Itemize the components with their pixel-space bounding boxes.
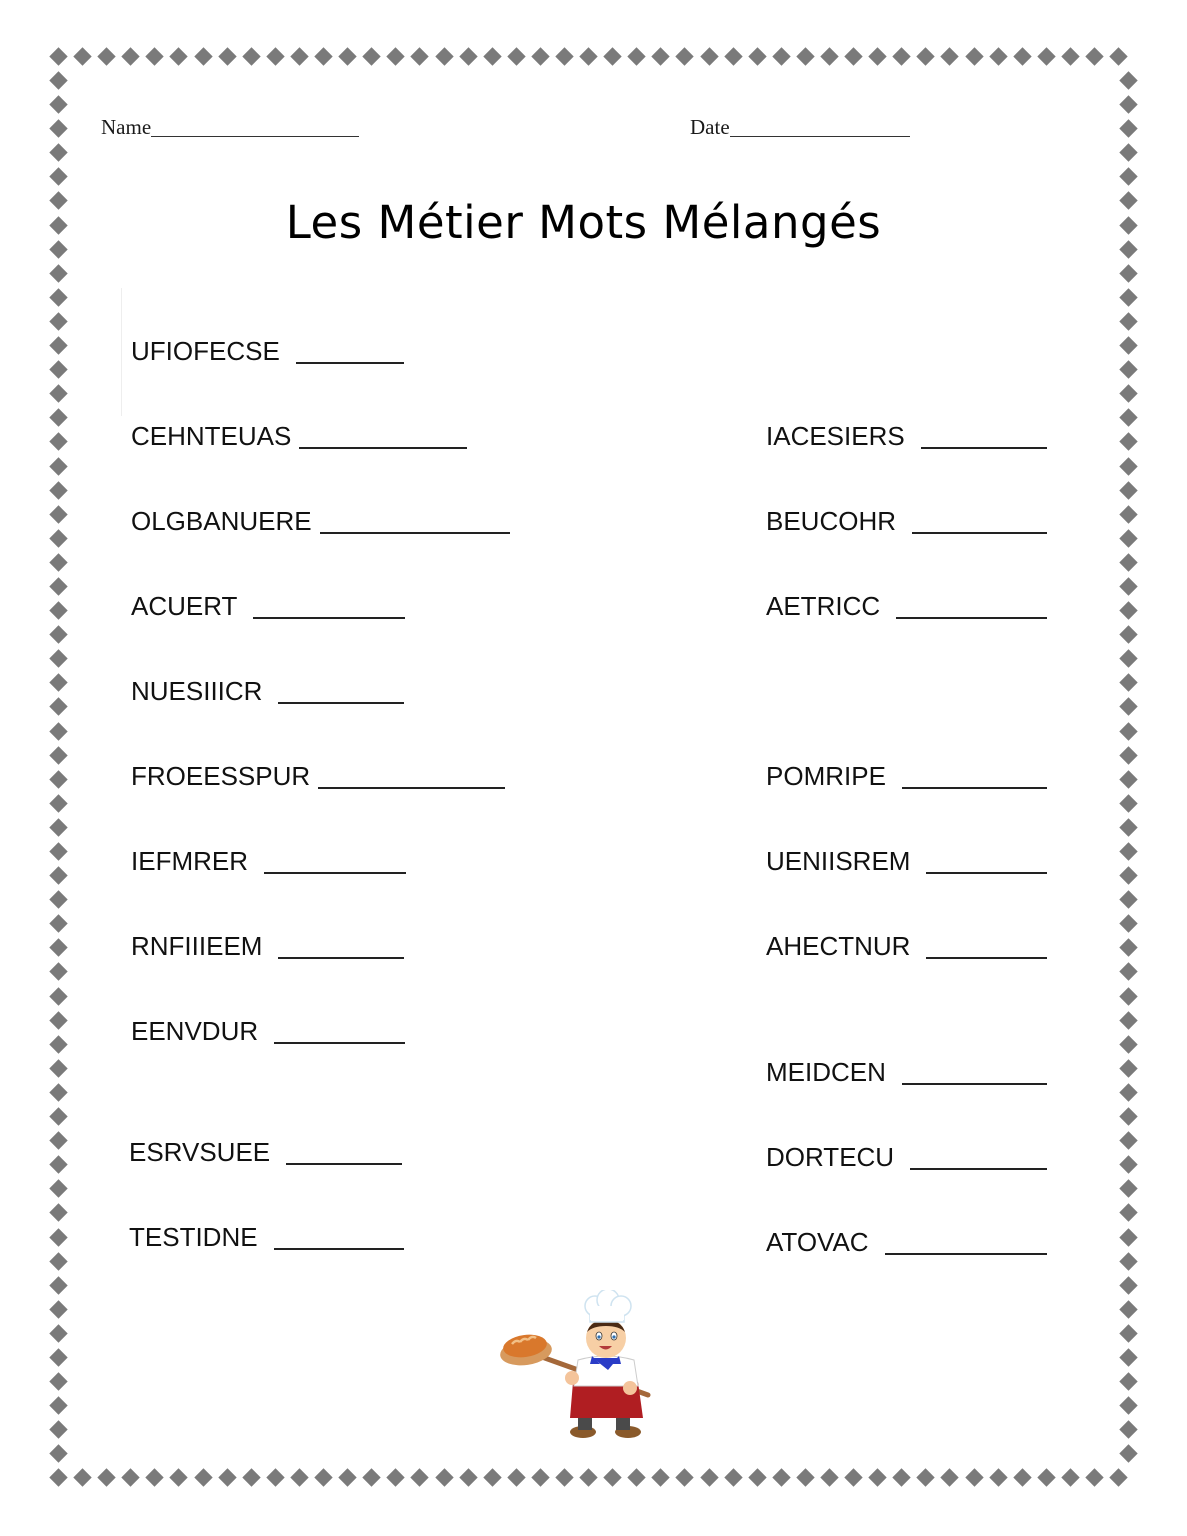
answer-blank[interactable] xyxy=(320,531,510,534)
border-diamond-icon xyxy=(49,336,67,354)
scrambled-word: TESTIDNE xyxy=(129,1222,258,1252)
border-diamond-icon xyxy=(917,47,935,65)
border-diamond-icon xyxy=(49,1156,67,1174)
border-diamond-icon xyxy=(1119,1445,1137,1463)
border-diamond-icon xyxy=(1119,1204,1137,1222)
border-diamond-icon xyxy=(97,1468,115,1486)
border-diamond-icon xyxy=(1119,650,1137,668)
border-diamond-icon xyxy=(146,1468,164,1486)
scrambled-word: IACESIERS xyxy=(766,421,905,451)
left-word-item xyxy=(131,508,510,534)
border-diamond-icon xyxy=(1037,47,1055,65)
border-diamond-icon xyxy=(49,144,67,162)
border-diamond-icon xyxy=(1119,529,1137,547)
border-diamond-icon xyxy=(49,505,67,523)
faint-divider xyxy=(121,288,122,416)
border-diamond-icon xyxy=(965,47,983,65)
border-diamond-icon xyxy=(218,47,236,65)
border-diamond-icon xyxy=(531,47,549,65)
border-diamond-icon xyxy=(49,1107,67,1125)
scrambled-word: ATOVAC xyxy=(766,1227,869,1257)
border-diamond-icon xyxy=(1119,1372,1137,1390)
baker-with-bread-peel-icon xyxy=(498,1290,668,1440)
border-diamond-icon xyxy=(1119,71,1137,89)
border-diamond-icon xyxy=(49,1011,67,1029)
border-diamond-icon xyxy=(49,1324,67,1342)
border-diamond-icon xyxy=(1119,770,1137,788)
border-diamond-icon xyxy=(49,95,67,113)
answer-blank[interactable] xyxy=(902,786,1047,789)
scrambled-word: CEHNTEUAS xyxy=(131,421,292,451)
answer-blank[interactable] xyxy=(278,956,404,959)
border-diamond-icon xyxy=(941,1468,959,1486)
border-diamond-icon xyxy=(1119,1107,1137,1125)
answer-blank[interactable] xyxy=(921,446,1047,449)
border-diamond-icon xyxy=(49,119,67,137)
border-diamond-icon xyxy=(1119,1421,1137,1439)
border-diamond-icon xyxy=(1119,963,1137,981)
left-word-item xyxy=(131,423,467,449)
border-diamond-icon xyxy=(49,722,67,740)
border-diamond-icon xyxy=(49,1228,67,1246)
border-diamond-icon xyxy=(820,47,838,65)
name-label: Name xyxy=(101,115,152,139)
border-diamond-icon xyxy=(49,915,67,933)
border-diamond-icon xyxy=(1061,1468,1079,1486)
border-diamond-icon xyxy=(579,47,597,65)
left-word-item xyxy=(131,1018,405,1044)
border-diamond-icon xyxy=(772,1468,790,1486)
border-diamond-icon xyxy=(122,47,140,65)
border-diamond-icon xyxy=(1119,409,1137,427)
border-diamond-icon xyxy=(1119,1035,1137,1053)
border-diamond-icon xyxy=(652,47,670,65)
answer-blank[interactable] xyxy=(926,956,1047,959)
border-diamond-icon xyxy=(1119,842,1137,860)
right-word-item xyxy=(766,1059,1047,1085)
border-diamond-icon xyxy=(146,47,164,65)
scrambled-word: RNFIIIEEM xyxy=(131,931,263,961)
scrambled-word: BEUCOHR xyxy=(766,506,897,536)
border-diamond-icon xyxy=(941,47,959,65)
border-diamond-icon xyxy=(49,890,67,908)
border-diamond-icon xyxy=(1119,1131,1137,1149)
border-diamond-icon xyxy=(796,47,814,65)
border-diamond-icon xyxy=(748,47,766,65)
right-word-item xyxy=(766,848,1047,874)
border-diamond-icon xyxy=(49,47,67,65)
scrambled-word: POMRIPE xyxy=(766,761,886,791)
border-diamond-icon xyxy=(49,939,67,957)
border-diamond-icon xyxy=(1119,1300,1137,1318)
border-diamond-icon xyxy=(1119,1228,1137,1246)
border-diamond-icon xyxy=(483,1468,501,1486)
border-diamond-icon xyxy=(628,47,646,65)
border-diamond-icon xyxy=(1119,915,1137,933)
border-diamond-icon xyxy=(49,650,67,668)
border-diamond-icon xyxy=(49,1421,67,1439)
answer-blank[interactable] xyxy=(912,531,1047,534)
border-diamond-icon xyxy=(411,47,429,65)
border-diamond-icon xyxy=(1119,890,1137,908)
border-diamond-icon xyxy=(49,1131,67,1149)
answer-blank[interactable] xyxy=(274,1247,404,1250)
border-diamond-icon xyxy=(459,47,477,65)
border-diamond-icon xyxy=(1119,433,1137,451)
border-diamond-icon xyxy=(1119,1180,1137,1198)
border-diamond-icon xyxy=(1119,1276,1137,1294)
border-diamond-icon xyxy=(49,987,67,1005)
border-diamond-icon xyxy=(49,288,67,306)
border-diamond-icon xyxy=(242,1468,260,1486)
border-diamond-icon xyxy=(218,1468,236,1486)
border-diamond-icon xyxy=(49,577,67,595)
border-diamond-icon xyxy=(1119,553,1137,571)
border-diamond-icon xyxy=(796,1468,814,1486)
border-diamond-icon xyxy=(49,1035,67,1053)
border-diamond-icon xyxy=(1119,818,1137,836)
border-diamond-icon xyxy=(49,625,67,643)
border-diamond-icon xyxy=(49,360,67,378)
border-diamond-icon xyxy=(290,1468,308,1486)
border-diamond-icon xyxy=(49,1180,67,1198)
border-diamond-icon xyxy=(49,264,67,282)
border-diamond-icon xyxy=(459,1468,477,1486)
right-word-item xyxy=(766,1229,1047,1255)
border-diamond-icon xyxy=(1119,1083,1137,1101)
border-diamond-icon xyxy=(49,1396,67,1414)
border-diamond-icon xyxy=(170,1468,188,1486)
scrambled-word: FROEESSPUR xyxy=(131,761,311,791)
answer-blank[interactable] xyxy=(264,871,406,874)
answer-blank[interactable] xyxy=(885,1252,1047,1255)
border-diamond-icon xyxy=(989,47,1007,65)
border-diamond-icon xyxy=(1119,505,1137,523)
right-word-item xyxy=(766,593,1047,619)
border-diamond-icon xyxy=(49,770,67,788)
border-diamond-icon xyxy=(724,1468,742,1486)
answer-blank[interactable] xyxy=(299,446,467,449)
border-diamond-icon xyxy=(507,1468,525,1486)
border-diamond-icon xyxy=(49,674,67,692)
date-label: Date xyxy=(690,115,730,139)
border-diamond-icon xyxy=(1119,1324,1137,1342)
border-diamond-icon xyxy=(49,842,67,860)
border-diamond-icon xyxy=(1085,1468,1103,1486)
border-diamond-icon xyxy=(1119,95,1137,113)
border-diamond-icon xyxy=(1037,1468,1055,1486)
border-diamond-icon xyxy=(893,1468,911,1486)
border-diamond-icon xyxy=(363,1468,381,1486)
border-diamond-icon xyxy=(49,529,67,547)
border-diamond-icon xyxy=(49,457,67,475)
border-diamond-icon xyxy=(1119,144,1137,162)
border-top xyxy=(52,50,1136,63)
scrambled-word: OLGBANUERE xyxy=(131,506,312,536)
border-diamond-icon xyxy=(1119,312,1137,330)
border-diamond-icon xyxy=(1119,987,1137,1005)
answer-blank[interactable] xyxy=(926,871,1047,874)
name-input-line[interactable] xyxy=(151,135,359,137)
border-diamond-icon xyxy=(1119,288,1137,306)
border-diamond-icon xyxy=(242,47,260,65)
border-diamond-icon xyxy=(1119,360,1137,378)
border-diamond-icon xyxy=(676,47,694,65)
left-word-item xyxy=(131,763,505,789)
left-word-item xyxy=(131,338,404,364)
border-diamond-icon xyxy=(603,1468,621,1486)
left-word-item xyxy=(131,848,406,874)
border-diamond-icon xyxy=(1119,601,1137,619)
scrambled-word: ACUERT xyxy=(131,591,238,621)
border-diamond-icon xyxy=(49,794,67,812)
scrambled-word: DORTECU xyxy=(766,1142,895,1172)
border-diamond-icon xyxy=(1119,746,1137,764)
border-diamond-icon xyxy=(1119,698,1137,716)
border-diamond-icon xyxy=(1109,47,1127,65)
border-right xyxy=(1122,74,1135,1471)
border-diamond-icon xyxy=(49,1300,67,1318)
border-diamond-icon xyxy=(266,47,284,65)
baker-illustration xyxy=(498,1290,668,1440)
border-left xyxy=(52,74,65,1471)
border-diamond-icon xyxy=(1013,47,1031,65)
border-diamond-icon xyxy=(1119,264,1137,282)
border-diamond-icon xyxy=(49,1372,67,1390)
left-word-item xyxy=(131,933,404,959)
border-diamond-icon xyxy=(338,47,356,65)
border-diamond-icon xyxy=(1119,577,1137,595)
answer-blank[interactable] xyxy=(902,1082,1047,1085)
border-diamond-icon xyxy=(507,47,525,65)
border-diamond-icon xyxy=(435,1468,453,1486)
border-diamond-icon xyxy=(363,47,381,65)
border-diamond-icon xyxy=(73,1468,91,1486)
scrambled-word: AHECTNUR xyxy=(766,931,911,961)
name-field[interactable] xyxy=(101,115,359,140)
border-diamond-icon xyxy=(1119,457,1137,475)
border-diamond-icon xyxy=(1119,119,1137,137)
border-diamond-icon xyxy=(49,312,67,330)
answer-blank[interactable] xyxy=(296,361,404,364)
border-diamond-icon xyxy=(555,1468,573,1486)
answer-blank[interactable] xyxy=(910,1167,1047,1170)
border-diamond-icon xyxy=(314,47,332,65)
border-diamond-icon xyxy=(844,1468,862,1486)
right-word-item xyxy=(766,1144,1047,1170)
border-bottom xyxy=(52,1471,1136,1484)
border-diamond-icon xyxy=(700,47,718,65)
border-diamond-icon xyxy=(49,168,67,186)
border-diamond-icon xyxy=(73,47,91,65)
border-diamond-icon xyxy=(49,409,67,427)
border-diamond-icon xyxy=(49,71,67,89)
border-diamond-icon xyxy=(194,1468,212,1486)
border-diamond-icon xyxy=(435,47,453,65)
answer-blank[interactable] xyxy=(286,1162,402,1165)
border-diamond-icon xyxy=(1119,939,1137,957)
scrambled-word: MEIDCEN xyxy=(766,1057,886,1087)
border-diamond-icon xyxy=(1119,674,1137,692)
border-diamond-icon xyxy=(387,1468,405,1486)
border-diamond-icon xyxy=(49,385,67,403)
border-diamond-icon xyxy=(1119,1252,1137,1270)
border-diamond-icon xyxy=(1119,336,1137,354)
scrambled-word: AETRICC xyxy=(766,591,881,621)
border-diamond-icon xyxy=(1119,866,1137,884)
border-diamond-icon xyxy=(1119,168,1137,186)
scrambled-word: EENVDUR xyxy=(131,1016,259,1046)
border-diamond-icon xyxy=(314,1468,332,1486)
border-diamond-icon xyxy=(49,746,67,764)
left-word-item xyxy=(131,593,405,619)
left-word-item xyxy=(129,1139,402,1165)
border-diamond-icon xyxy=(266,1468,284,1486)
border-diamond-icon xyxy=(868,47,886,65)
border-diamond-icon xyxy=(989,1468,1007,1486)
border-diamond-icon xyxy=(748,1468,766,1486)
scrambled-word: UFIOFECSE xyxy=(131,336,280,366)
border-diamond-icon xyxy=(917,1468,935,1486)
border-diamond-icon xyxy=(531,1468,549,1486)
border-diamond-icon xyxy=(122,1468,140,1486)
right-word-item xyxy=(766,508,1047,534)
border-diamond-icon xyxy=(1119,625,1137,643)
border-diamond-icon xyxy=(170,47,188,65)
border-diamond-icon xyxy=(1119,1348,1137,1366)
border-diamond-icon xyxy=(1119,1059,1137,1077)
answer-blank[interactable] xyxy=(318,786,505,789)
left-word-item xyxy=(129,1224,404,1250)
right-word-item xyxy=(766,933,1047,959)
border-diamond-icon xyxy=(676,1468,694,1486)
border-diamond-icon xyxy=(844,47,862,65)
border-diamond-icon xyxy=(49,1059,67,1077)
border-diamond-icon xyxy=(49,601,67,619)
right-word-item xyxy=(766,763,1047,789)
answer-blank[interactable] xyxy=(896,616,1047,619)
border-diamond-icon xyxy=(97,47,115,65)
border-diamond-icon xyxy=(338,1468,356,1486)
border-diamond-icon xyxy=(49,1083,67,1101)
border-diamond-icon xyxy=(49,433,67,451)
border-diamond-icon xyxy=(868,1468,886,1486)
answer-blank[interactable] xyxy=(278,701,404,704)
border-diamond-icon xyxy=(1085,47,1103,65)
border-diamond-icon xyxy=(700,1468,718,1486)
border-diamond-icon xyxy=(49,963,67,981)
scrambled-word: NUESIIICR xyxy=(131,676,263,706)
scrambled-word: UENIISREM xyxy=(766,846,911,876)
right-word-item xyxy=(766,423,1047,449)
answer-blank[interactable] xyxy=(253,616,405,619)
scrambled-word: ESRVSUEE xyxy=(129,1137,271,1167)
border-diamond-icon xyxy=(411,1468,429,1486)
border-diamond-icon xyxy=(49,818,67,836)
border-diamond-icon xyxy=(1119,1396,1137,1414)
border-diamond-icon xyxy=(194,47,212,65)
border-diamond-icon xyxy=(1119,481,1137,499)
border-diamond-icon xyxy=(1119,722,1137,740)
border-diamond-icon xyxy=(772,47,790,65)
border-diamond-icon xyxy=(893,47,911,65)
border-diamond-icon xyxy=(49,866,67,884)
border-diamond-icon xyxy=(49,481,67,499)
border-diamond-icon xyxy=(724,47,742,65)
border-diamond-icon xyxy=(820,1468,838,1486)
border-diamond-icon xyxy=(49,1445,67,1463)
page-title: Les Métier Mots Mélangés xyxy=(285,196,882,249)
border-diamond-icon xyxy=(49,1276,67,1294)
border-diamond-icon xyxy=(49,698,67,716)
border-diamond-icon xyxy=(628,1468,646,1486)
border-diamond-icon xyxy=(49,553,67,571)
border-diamond-icon xyxy=(555,47,573,65)
border-diamond-icon xyxy=(387,47,405,65)
left-word-item xyxy=(131,678,404,704)
border-diamond-icon xyxy=(965,1468,983,1486)
border-diamond-icon xyxy=(1119,794,1137,812)
scrambled-word: IEFMRER xyxy=(131,846,248,876)
border-diamond-icon xyxy=(1061,47,1079,65)
border-diamond-icon xyxy=(1119,1011,1137,1029)
date-input-line[interactable] xyxy=(730,135,910,137)
border-diamond-icon xyxy=(1013,1468,1031,1486)
border-diamond-icon xyxy=(290,47,308,65)
border-diamond-icon xyxy=(1119,385,1137,403)
date-field[interactable] xyxy=(690,115,910,140)
answer-blank[interactable] xyxy=(274,1041,405,1044)
border-diamond-icon xyxy=(579,1468,597,1486)
border-diamond-icon xyxy=(49,1252,67,1270)
border-diamond-icon xyxy=(652,1468,670,1486)
border-diamond-icon xyxy=(483,47,501,65)
border-diamond-icon xyxy=(1119,1156,1137,1174)
border-diamond-icon xyxy=(49,1204,67,1222)
border-diamond-icon xyxy=(49,1348,67,1366)
border-diamond-icon xyxy=(603,47,621,65)
